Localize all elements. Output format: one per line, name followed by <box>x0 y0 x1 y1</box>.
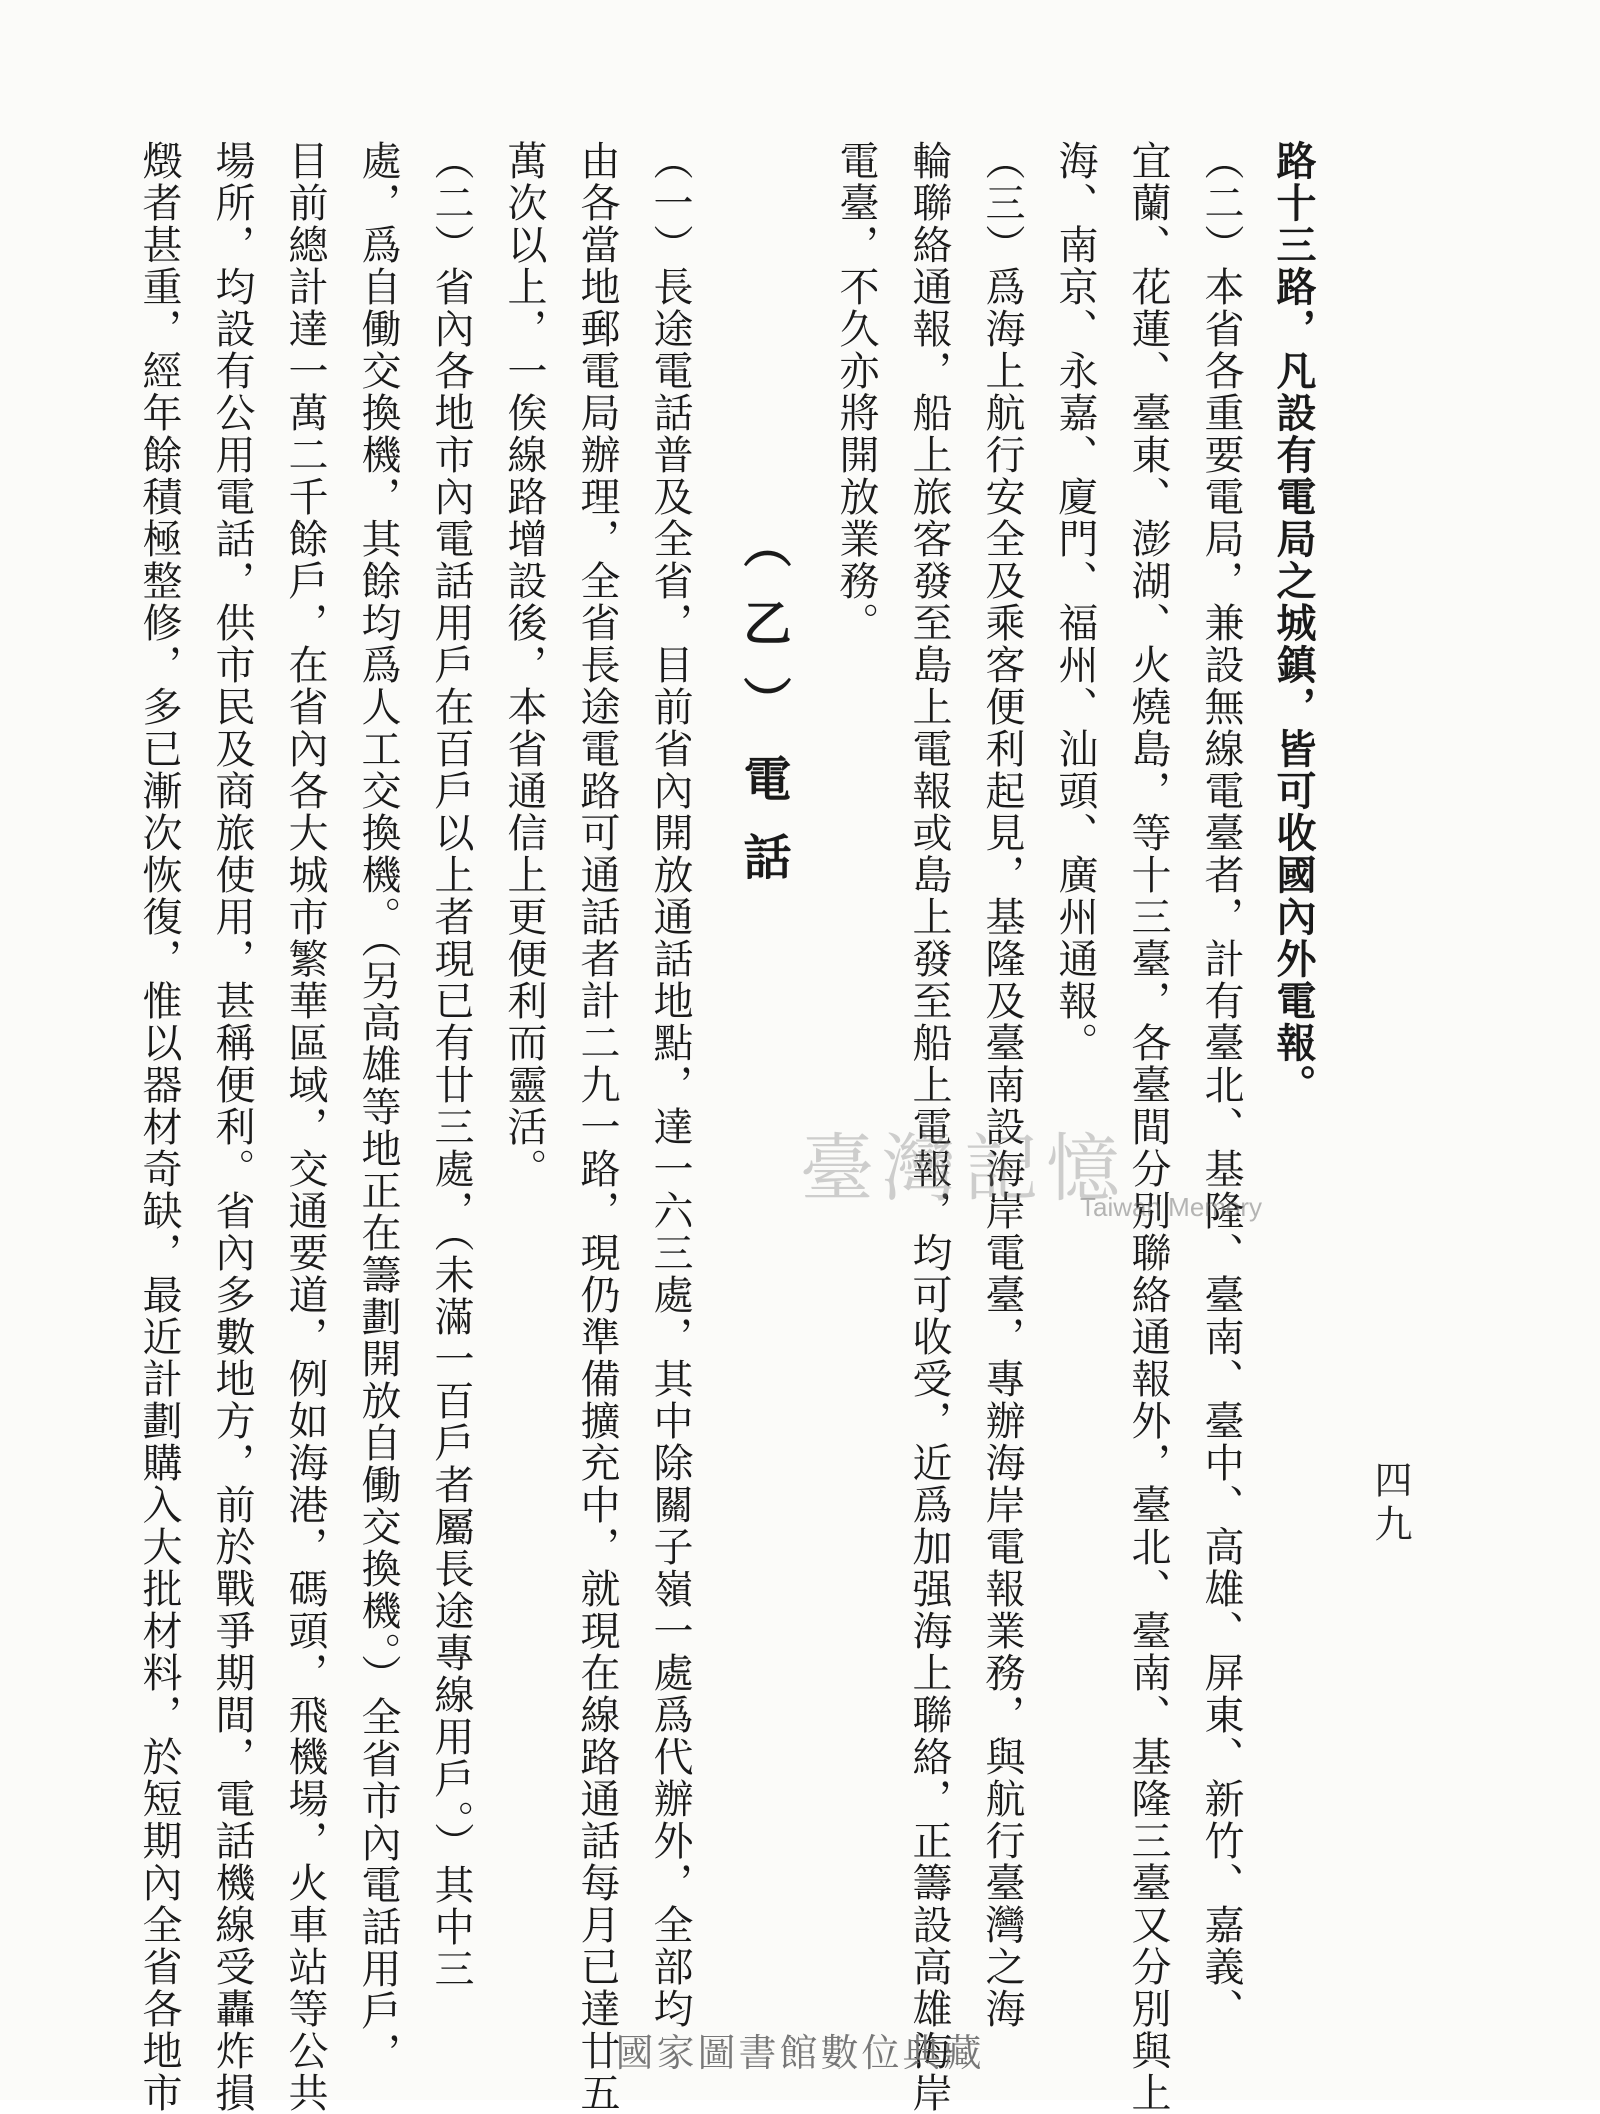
text-column-4: 海、南京、永嘉、廈門、福州、汕頭、廣州通報。 <box>1052 140 1098 1064</box>
text-column-2: （二）本省各重要電局，兼設無線電臺者，計有臺北、基隆、臺南、臺中、高雄、屏東、新竹、嘉義、 <box>1198 140 1244 2030</box>
watermark-subtitle: Taiwan Memory <box>1080 1192 1263 1222</box>
text-column-3: 宜蘭、花蓮、臺東、澎湖、火燒島，等十三臺，各臺間分別聯絡通報外，臺北、臺南、基隆三臺又分別與上 <box>1125 140 1171 2114</box>
text-column-6: 輪聯絡通報，船上旅客發至島上電報或島上發至船上電報，均可收受，近爲加强海上聯絡，正籌設高雄海岸 <box>906 140 952 2114</box>
watermark-logo: 臺灣記憶 <box>800 1126 1128 1212</box>
library-footer: 國家圖書館數位典藏 <box>615 2031 985 2075</box>
text-column-12: 處，爲自働交換機，其餘均爲人工交換機。（另高雄等地正在籌劃開放自働交換機。）全省市內電話用戶， <box>355 140 401 2074</box>
text-column-14: 場所，均設有公用電話，供市民及商旅使用，甚稱便利。省內多數地方，前於戰爭期間，電話機線受轟炸損 <box>209 140 255 2114</box>
text-column-13: 目前總計達一萬二千餘戶，在省內各大城市繁華區域，交通要道，例如海港，碼頭，飛機場，火車站等公共 <box>282 140 328 2114</box>
text-column-15: 燬者甚重，經年餘積極整修，多已漸次恢復，惟以器材奇缺，最近計劃購入大批材料，於短期內全省各地市 <box>136 140 182 2114</box>
text-column-9: 由各當地郵電局辦理，全省長途電路可通話者計二九一路，現仍準備擴充中，就現在線路通話每月已達廿五 <box>574 140 620 2114</box>
page-number: 四九 <box>1368 1460 1412 1548</box>
text-column-7: 電臺，不久亦將開放業務。 <box>833 140 879 644</box>
section-heading-telephone: （乙）電話 <box>735 520 791 910</box>
text-column-8: （一）長途電話普及全省，目前省內開放通話地點，達一六三處，其中除關子嶺一處爲代辦外，全部均 <box>647 140 693 2030</box>
text-column-11: （二）省內各地市內電話用戶在百戶以上者現已有廿三處，（未滿一百戶者屬長途專線用戶。）其中三 <box>428 140 474 1990</box>
text-column-5: （三）爲海上航行安全及乘客便利起見，基隆及臺南設海岸電臺，專辦海岸電報業務，與航行臺灣之海 <box>979 140 1025 2030</box>
text-column-10: 萬次以上，一俟線路增設後，本省通信上更便利而靈活。 <box>501 140 547 1190</box>
text-column-1: 路十三路，凡設有電局之城鎮，皆可收國內外電報。 <box>1270 140 1317 1106</box>
